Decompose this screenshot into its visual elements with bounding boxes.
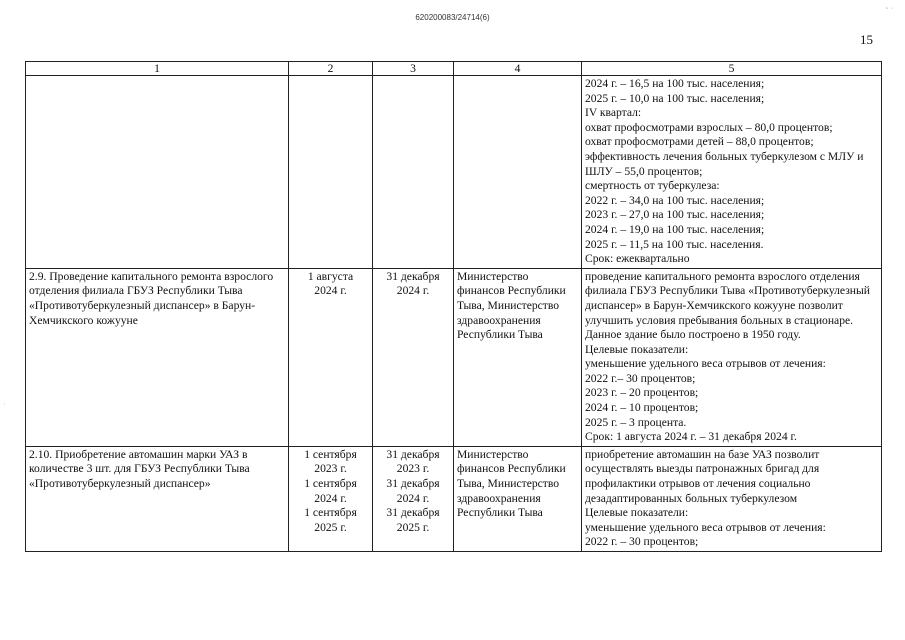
column-number-row [26, 62, 882, 76]
start-date-cell [289, 76, 373, 269]
measure-name-cell: 2.10. Приобретение автомашин марки УАЗ в количестве 3 шт. для ГБУЗ Республики Тыва «Противотуберкулезный диспансер» [26, 446, 289, 551]
margin-mark: · [3, 400, 6, 409]
column-header-1: 1 [26, 62, 289, 76]
corner-mark: ˜ ˙ [885, 6, 893, 15]
column-header-3: 3 [373, 62, 454, 76]
measures-table [25, 61, 882, 552]
end-date-cell: 31 декабря 2023 г. 31 декабря 2024 г. 31 декабря 2025 г. [373, 446, 454, 551]
measure-name-cell [26, 76, 289, 269]
measure-name-cell: 2.9. Проведение капитального ремонта взрослого отделения филиала ГБУЗ Республики Тыва «Противотуберкулезный диспансер» в Барун-Хемчикского кожууне [26, 268, 289, 446]
end-date-cell [373, 76, 454, 269]
responsible-cell: Министерство финансов Республики Тыва, Министерство здравоохранения Республики Тыва [454, 268, 582, 446]
table-row [26, 446, 882, 551]
table-row [26, 268, 882, 446]
column-header-2: 2 [289, 62, 373, 76]
result-cell: приобретение автомашин на базе УАЗ позволит осуществлять выезды патронажных бригад для профилактики отрывов от лечения социально дезадаптированных больных туберкулезом Целевые показатели: уменьшение удельного веса отрывов от лечения: 2022 г. – 30 процентов; [582, 446, 882, 551]
start-date-cell: 1 сентября 2023 г. 1 сентября 2024 г. 1 сентября 2025 г. [289, 446, 373, 551]
result-cell: 2024 г. – 16,5 на 100 тыс. населения; 2025 г. – 10,0 на 100 тыс. населения; IV квартал: охват профосмотрами взрослых – 80,0 процентов; охват профосмотрами детей – 88,0 процентов; эффективность лечения больных туберкулезом с МЛУ и ШЛУ – 55,0 процентов; смертность от туберкулеза: 2022 г. – 34,0 на 100 тыс. населения; 2023 г. – 27,0 на 100 тыс. населения; 2024 г. – 19,0 на 100 тыс. населения; 2025 г. – 11,5 на 100 тыс. населения. Срок: ежеквартально [582, 76, 882, 269]
end-date-cell: 31 декабря 2024 г. [373, 268, 454, 446]
responsible-cell: Министерство финансов Республики Тыва, Министерство здравоохранения Республики Тыва [454, 446, 582, 551]
page-number: 15 [860, 32, 873, 47]
column-header-4: 4 [454, 62, 582, 76]
document-id: 620200083/24714(6) [415, 13, 490, 22]
column-header-5: 5 [582, 62, 882, 76]
result-cell: проведение капитального ремонта взрослого отделения филиала ГБУЗ Республики Тыва «Противотуберкулезный диспансер» в Барун-Хемчикского кожууне позволит улучшить условия пребывания больных в стационаре. Данное здание было построено в 1950 году. Целевые показатели: уменьшение удельного веса отрывов от лечения: 2022 г.– 30 процентов; 2023 г. – 20 процентов; 2024 г. – 10 процентов; 2025 г. – 3 процента. Срок: 1 августа 2024 г. – 31 декабря 2024 г. [582, 268, 882, 446]
table-row [26, 76, 882, 269]
start-date-cell: 1 августа 2024 г. [289, 268, 373, 446]
responsible-cell [454, 76, 582, 269]
